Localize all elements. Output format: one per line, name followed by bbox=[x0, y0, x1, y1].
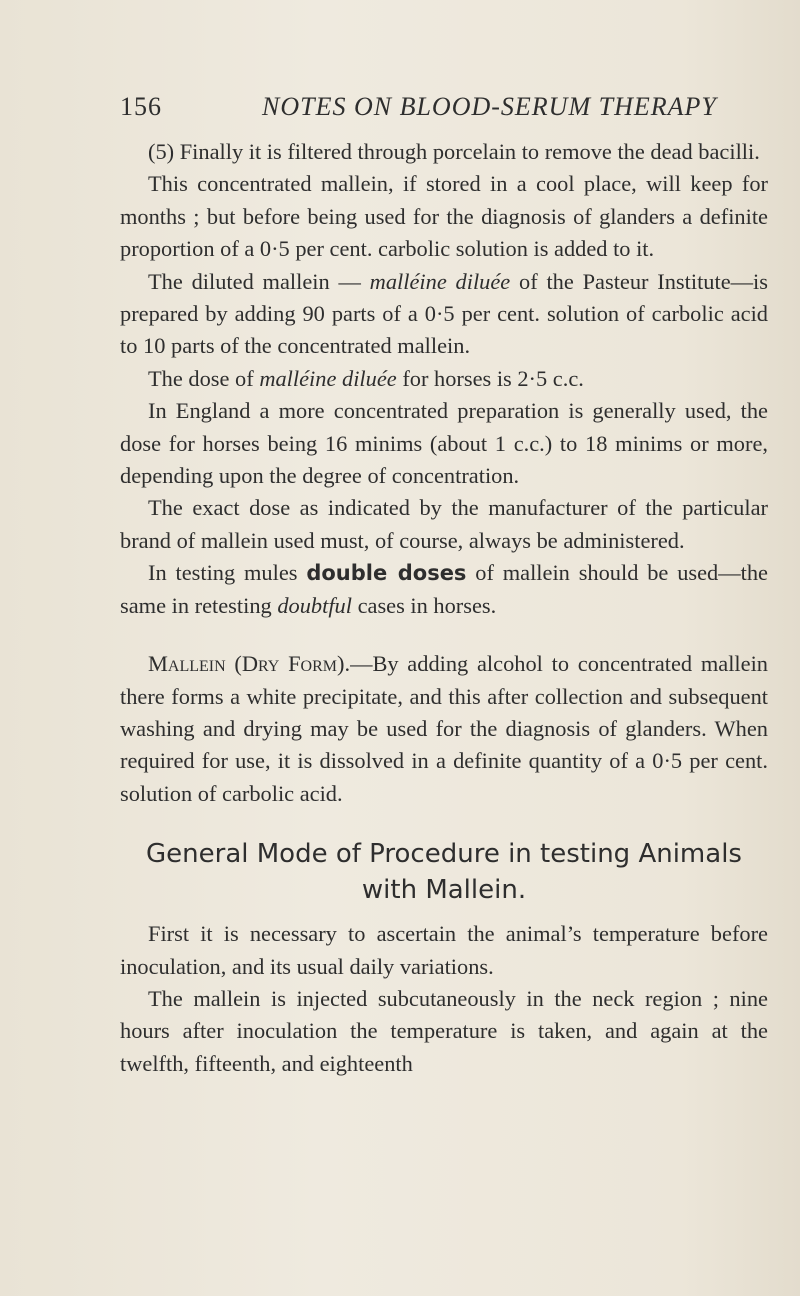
paragraph-filtering-step: (5) Finally it is filtered through porcelain to remove the dead bacilli. bbox=[148, 139, 760, 164]
paragraph-concentrated-mallein: This concentrated mallein, if stored in a cool place, will keep for months ; but before being used for the diagnosis of glanders a definite proportion of a 0·5 per cent. carbolic solution is added to it. bbox=[120, 171, 768, 262]
paragraph-temperature: First it is necessary to ascertain the animal’s temperature before inoculation, and its usual daily variations. bbox=[120, 921, 768, 979]
paragraph-dose: The dose of malléine diluée for horses is 2·5 c.c. bbox=[148, 365, 584, 391]
paragraph-mules: In testing mules double doses of mallein should be used—the same in retesting doubtful cases in horses. bbox=[120, 560, 768, 618]
body-text bbox=[120, 136, 768, 1080]
running-head: NOTES ON BLOOD-SERUM THERAPY bbox=[262, 92, 717, 121]
paragraph-exact-dose: The exact dose as indicated by the manufacturer of the particular brand of mallein used must, of course, always be administered. bbox=[120, 495, 768, 553]
paragraph-england: In England a more concentrated preparation is generally used, the dose for horses being 16 minims (about 1 c.c.) to 18 minims or more, depending upon the degree of concentration. bbox=[120, 398, 768, 489]
paragraph-dry-form: Mallein (Dry Form).—By adding alcohol to concentrated mallein there forms a white precipitate, and this after collection and subsequent washing and drying may be used for the diagnosis of glanders. When required for use, it is dissolved in a definite quantity of a 0·5 per cent. solution of carbolic acid. bbox=[120, 651, 768, 806]
paragraph-diluted-mallein: The diluted mallein — malléine diluée of the Pasteur Institute—is prepared by adding 90 parts of a 0·5 per cent. solution of carbolic acid to 10 parts of the concentrated mallein. bbox=[120, 268, 768, 359]
page-number: 156 bbox=[120, 92, 162, 121]
paragraph-injection: The mallein is injected subcutaneously in the neck region ; nine hours after inoculation the temperature is taken, and again at the twelfth, fifteenth, and eighteenth bbox=[120, 985, 768, 1076]
section-heading: General Mode of Procedure in testing Animals with Mallein. bbox=[146, 839, 742, 906]
